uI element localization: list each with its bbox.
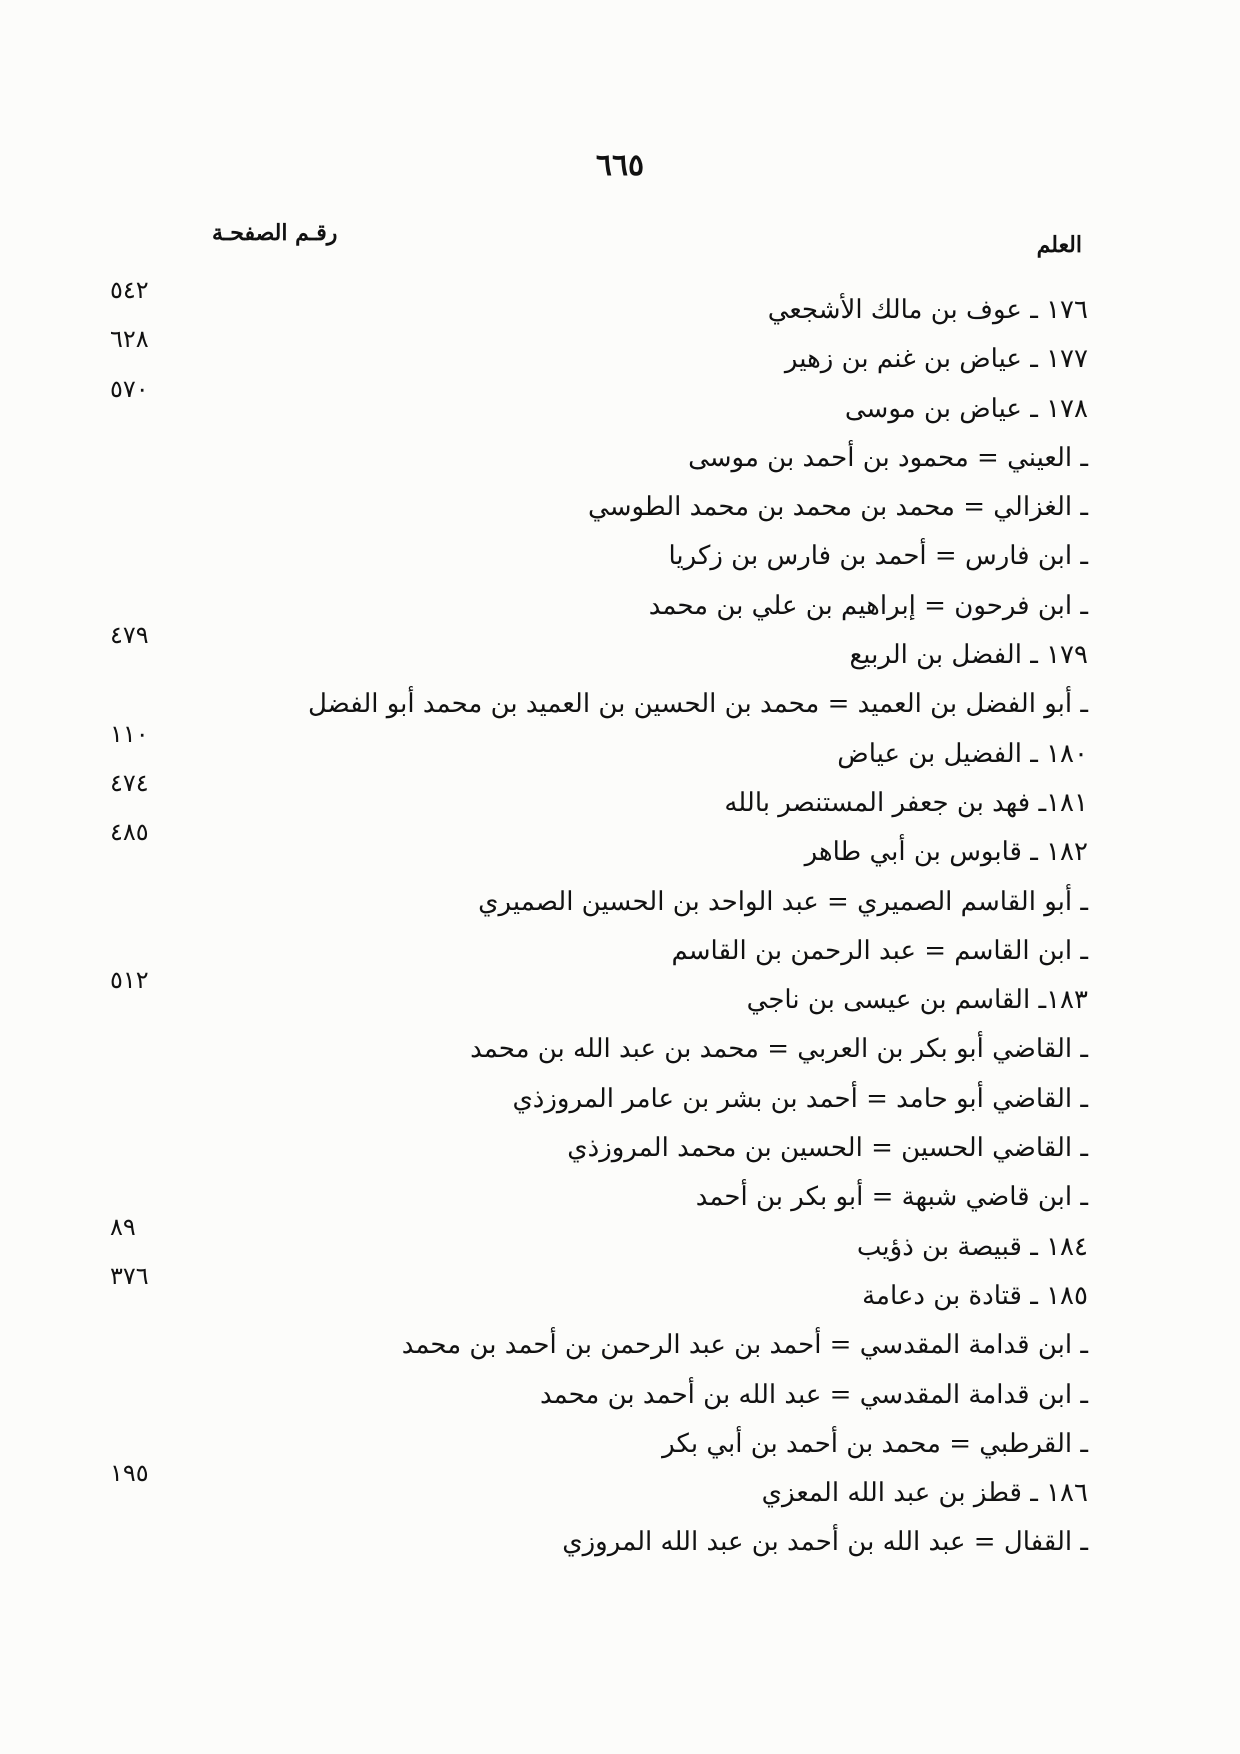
index-entry (110, 966, 1088, 1025)
entry-name: ـ ابن فرحون = إبراهيم بن علي بن محمد (648, 590, 1088, 621)
entry-name: ـ القرطبي = محمد بن أحمد بن أبي بكر (662, 1428, 1088, 1459)
entry-name: ـ ابن فارس = أحمد بن فارس بن زكريا (668, 541, 1088, 572)
page-number: ٦٦٥ (595, 148, 645, 183)
entry-name: ١٧٦ ـ عوف بن مالك الأشجعي (767, 295, 1088, 325)
index-entry (128, 483, 1088, 532)
index-entry (128, 1173, 1088, 1222)
index-entry (110, 276, 1088, 335)
entry-name: ١٨٦ ـ قطز بن عبد الله المعزي (761, 1478, 1088, 1509)
index-entries (110, 276, 1088, 1568)
entry-name: ـ ابن قدامة المقدسي = عبد الله بن أحمد بن محمد (539, 1379, 1088, 1410)
index-entry (128, 1124, 1088, 1173)
index-entry (110, 374, 1088, 434)
index-entry (110, 818, 1088, 877)
entry-page-number: ٣٧٦ (110, 1261, 149, 1290)
entry-name: ـ أبو الفضل بن العميد = محمد بن الحسين بن العميد بن محمد أبو الفضل (307, 689, 1088, 720)
entry-name: ١٧٧ ـ عياض بن غنم بن زهير (784, 344, 1088, 375)
index-entry (110, 1212, 1088, 1272)
index-entry (128, 1075, 1088, 1124)
entry-name: ـ القاضي أبو بكر بن العربي = محمد بن عبد الله بن محمد (470, 1034, 1088, 1065)
index-entry (128, 1025, 1088, 1074)
index-entry (128, 1321, 1088, 1370)
entry-name: ١٧٨ ـ عياض بن موسى (844, 393, 1088, 424)
index-entry (110, 1459, 1088, 1518)
entry-page-number: ١٩٥ (110, 1459, 149, 1488)
entry-name: ١٨٥ ـ قتادة بن دعامة (862, 1280, 1088, 1311)
entry-name: ـ أبو القاسم الصميري = عبد الواحد بن الحسين الصميري (478, 886, 1088, 917)
index-entry (110, 719, 1088, 779)
index-entry (128, 582, 1088, 631)
entry-page-number: ١١٠ (110, 719, 149, 748)
entry-name: ـ ابن قدامة المقدسي = أحمد بن عبد الرحمن بن أحمد بن محمد (401, 1330, 1088, 1361)
entry-name: ١٨٣ـ القاسم بن عيسى بن ناجي (746, 985, 1088, 1016)
index-entry (110, 325, 1088, 384)
index-entry (110, 768, 1088, 828)
index-entry (128, 434, 1088, 483)
entry-page-number: ٦٢٨ (110, 325, 149, 354)
entry-name: ١٨٤ ـ قبيصة بن ذؤيب (856, 1231, 1088, 1262)
index-entry (128, 878, 1088, 927)
entry-name: ـ القاضي أبو حامد = أحمد بن بشر بن عامر المروزذي (512, 1083, 1088, 1114)
entry-page-number: ٥٤٢ (110, 276, 149, 304)
entry-name: ١٧٩ ـ الفضل بن الربيع (849, 640, 1088, 671)
entry-name: ـ ابن قاضي شبهة = أبو بكر بن أحمد (695, 1182, 1088, 1213)
entry-page-number: ٤٧٩ (110, 621, 149, 650)
entry-name: ـ العيني = محمود بن أحمد بن موسى (688, 442, 1088, 473)
index-entry (128, 1371, 1088, 1420)
index-entry (128, 1518, 1088, 1567)
index-entry (128, 1420, 1088, 1469)
entry-name: ـ ابن القاسم = عبد الرحمن بن القاسم (671, 935, 1088, 966)
entry-name: ـ الغزالي = محمد بن محمد بن محمد الطوسي (588, 492, 1088, 523)
entry-name: ١٨١ـ فهد بن جعفر المستنصر بالله (724, 787, 1088, 818)
entry-name: ١٨٠ ـ الفضيل بن عياض (837, 738, 1088, 769)
column-header-name: العلم (1036, 232, 1082, 258)
entry-page-number: ٤٧٤ (110, 768, 149, 797)
index-entry (128, 927, 1088, 976)
entry-page-number: ٤٨٥ (110, 818, 149, 847)
entry-page-number: ٨٩ (110, 1212, 136, 1241)
entry-page-number: ٥١٢ (110, 966, 149, 995)
entry-name: ـ القاضي الحسين = الحسين بن محمد المروزذي (567, 1133, 1088, 1164)
index-entry (128, 532, 1088, 581)
entry-page-number: ٥٧٠ (110, 374, 149, 403)
column-header-page: رقـم الصفحـة (212, 220, 338, 246)
index-entry (110, 1261, 1088, 1321)
entry-name: ـ القفال = عبد الله بن أحمد بن عبد الله المروزي (562, 1527, 1088, 1558)
index-entry (128, 680, 1088, 729)
entry-name: ١٨٢ ـ قابوس بن أبي طاهر (804, 837, 1088, 868)
index-entry (110, 621, 1088, 680)
